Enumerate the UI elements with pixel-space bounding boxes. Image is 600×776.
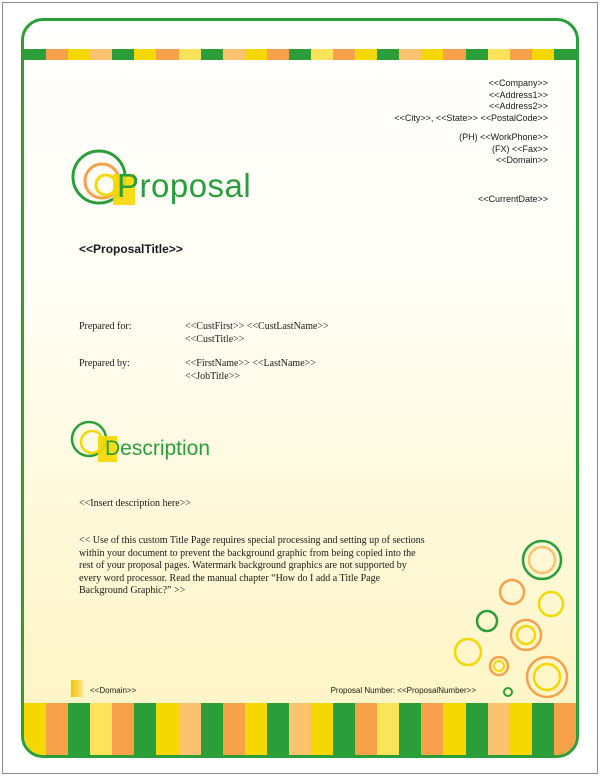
description-heading: Description [105,437,211,460]
current-date: <<CurrentDate>> [477,194,548,204]
proposal-number: Proposal Number: <<ProposalNumber>> [330,686,476,695]
description-note: << Use of this custom Title Page requires special processing and setting up of sections within your document to prevent the background graphic from being copied into the rest of your proposal pages. Watermark background graphics are not supported by every word processor. Read the manual chapter “How do I add a Title Page Background Graphic?” >> [79,535,425,596]
proposal-page [21,18,579,758]
fax-field: (FX) <<Fax>> [491,143,548,154]
top-stripe-band [24,49,576,60]
author-name: <<FirstName>> <<LastName>> [185,358,316,369]
phone-field: (PH) <<WorkPhone>> [459,132,548,142]
bottom-stripe-band [24,703,576,755]
customer-name: <<CustFirst>> <<CustLastName>> [185,321,329,332]
prepared-by-label: Prepared by: [79,358,130,369]
address1-field: <<Address1>> [488,89,548,100]
proposal-heading: Proposal [117,167,252,204]
proposal-title: <<ProposalTitle>> [79,242,183,256]
decorative-circles [449,535,579,710]
prepared-for-value [185,321,329,346]
city-state-postal-field: <<City>>, <<State>> <<PostalCode>> [394,112,548,123]
address2-field: <<Address2>> [488,101,548,111]
company-field: <<Company>> [488,78,548,88]
prepared-by-value [185,358,316,383]
author-title: <<JobTitle>> [185,370,240,382]
domain-field: <<Domain>> [495,155,548,165]
footer-marker [71,680,83,697]
description-placeholder: <<Insert description here>> [79,498,191,509]
address-block [394,78,548,167]
footer-domain: <<Domain>> [90,686,137,695]
prepared-for-label: Prepared for: [79,321,132,332]
customer-title: <<CustTitle>> [185,333,245,345]
